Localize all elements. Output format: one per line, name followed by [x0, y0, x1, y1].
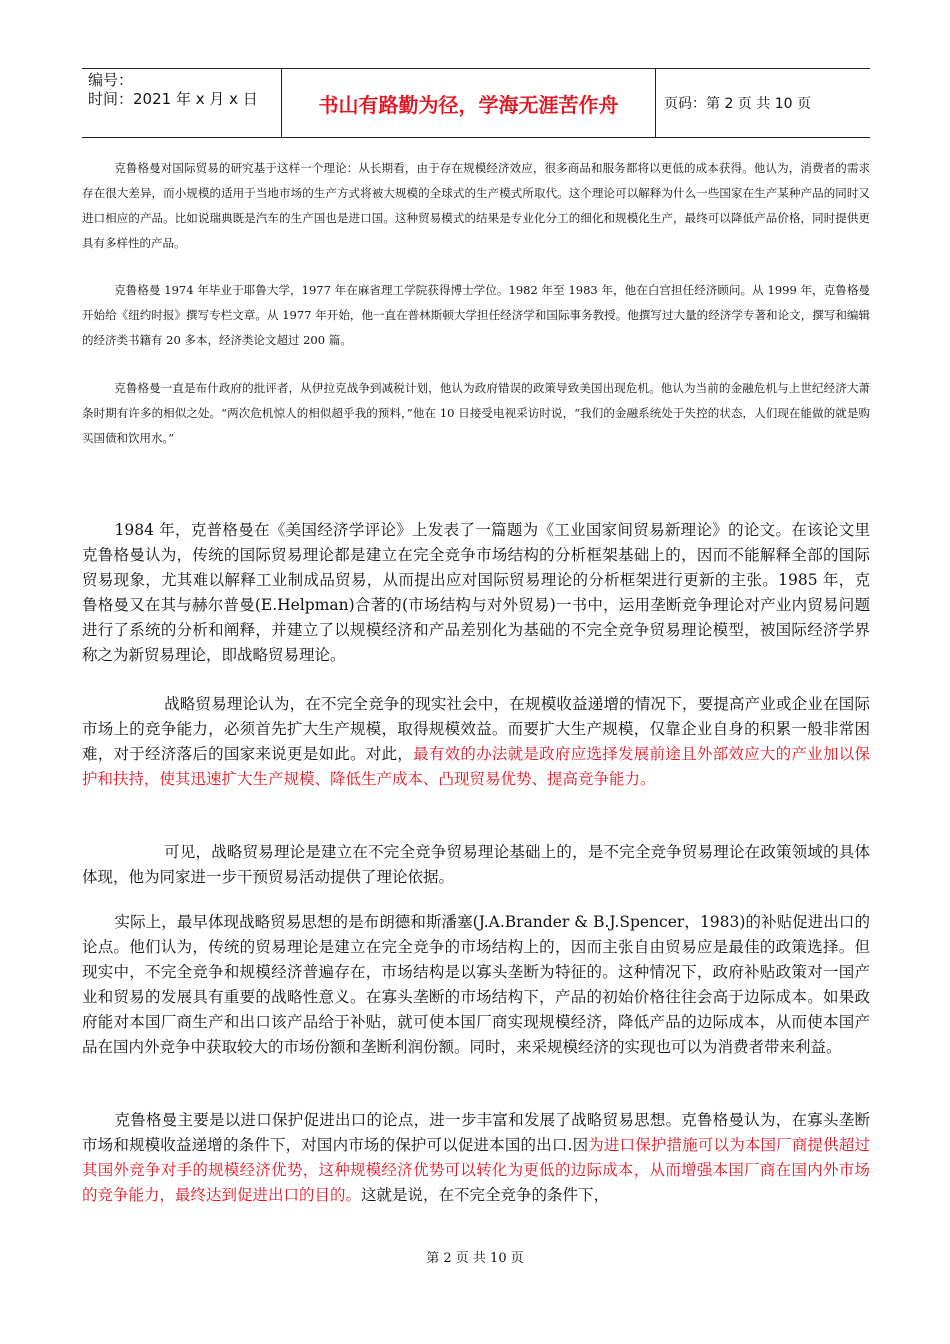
page-header [82, 68, 870, 138]
body-paragraph-3 [82, 840, 870, 890]
paragraph-text: 可见，战略贸易理论是建立在不完全竞争贸易理论基础上的，是不完全竞争贸易理论在政策领域的具体体现，他为同家进一步干预贸易活动提供了理论依据。 [82, 843, 870, 886]
small-text-block [82, 376, 870, 451]
header-motto: 书山有路勤为径，学海无涯苦作舟 [282, 69, 656, 137]
small-paragraph: 克鲁格曼 1974 年毕业于耶鲁大学，1977 年在麻省理工学院获得博士学位。1982 年至 1983 年，他在白宫担任经济顾问。从 1999 年，克鲁格曼开始给《纽约时报》撰写专栏文章。从 1977 年开始，他一直在普林斯顿大学担任经济学和国际事务教授。他撰写过大量的经济学专著和论文，撰写和编辑的经济类书籍有 20 多本，经济类论文超过 200 篇。 [82, 283, 870, 347]
paragraph-text [82, 692, 870, 792]
highlighted-text: 最有效的办法就是政府应选择发展前途且外部效应大的产业加以保护和扶持，使其迅速扩大生产规模、降低生产成本、凸现贸易优势、提高竞争能力。 [82, 745, 870, 788]
small-paragraph: 克鲁格曼对国际贸易的研究基于这样一个理论：从长期看，由于存在规模经济效应，很多商品和服务都将以更低的成本获得。他认为，消费者的需求存在很大差异，而小规模的适用于当地市场的生产方式将被大规模的全球式的生产模式所取代。这个理论可以解释为什么一些国家在生产某种产品的同时又进口相应的产品。比如说瑞典既是汽车的生产国也是进口国。这种贸易模式的结果是专业化分工的细化和规模化生产，最终可以降低产品价格，同时提供更具有多样性的产品。 [82, 161, 870, 250]
small-text-block [82, 156, 870, 256]
doc-date: 时间：2021 年 x 月 x 日 [88, 90, 258, 108]
doc-number-label: 编号： [88, 71, 134, 89]
body-paragraph-5 [82, 1108, 870, 1208]
paragraph-text: 1984 年，克普格曼在《美国经济学评论》上发表了一篇题为《工业国家间贸易新理论》的论文。在该论文里克鲁格曼认为，传统的国际贸易理论都是建立在完全竞争市场结构的分析框架基础上的，因而不能解释全部的国际贸易现象，尤其难以解释工业制成品贸易，从而提出应对国际贸易理论的分析框架进行更新的主张。1985 年，克鲁格曼又在其与赫尔普曼(E.Helpman)合著的(市场结构与对外贸易)一书中，运用垄断竞争理论对产业内贸易问题进行了系统的分析和阐释，并建立了以规模经济和产品差别化为基础的不完全竞争贸易理论模型，被国际经济学界称之为新贸易理论，即战略贸易理论。 [82, 521, 870, 664]
paragraph-text: 实际上，最早体现战略贸易思想的是布朗德和斯潘塞(J.A.Brander & B.J.Spencer，1983)的补贴促进出口的论点。他们认为，传统的贸易理论是建立在完全竞争的市场结构上的，因而主张自由贸易应是最佳的政策选择。但现实中，不完全竞争和规模经济普遍存在，市场结构是以寡头垄断为特征的。这种情况下，政府补贴政策对一国产业和贸易的发展具有重要的战略性意义。在寡头垄断的市场结构下，产品的初始价格往往会高于边际成本。如果政府能对本国厂商生产和出口该产品给于补贴，就可使本国厂商实现规模经济，降低产品的边际成本，从而使本国产品在国内外竞争中获取较大的市场份额和垄断利润份额。同时，来采规模经济的实现也可以为消费者带来利益。 [82, 913, 870, 1056]
page-footer: 第 2 页 共 10 页 [426, 1251, 524, 1266]
body-paragraph-1 [82, 518, 870, 668]
paragraph-text [82, 1108, 870, 1208]
paragraph-normal-text: 这就是说，在不完全竞争的条件下， [361, 1186, 610, 1204]
body-paragraph-2 [82, 692, 870, 792]
small-text-block [82, 278, 870, 353]
header-meta [82, 69, 282, 137]
small-paragraph: 克鲁格曼一直是布什政府的批评者，从伊拉克战争到减税计划，他认为政府错误的政策导致美国出现危机。他认为当前的金融危机与上世纪经济大萧条时期有许多的相似之处。“两次危机惊人的相似超乎我的预料，”他在 10 日接受电视采访时说，“我们的金融系统处于失控的状态，人们现在能做的就是购买国债和饮用水。” [82, 381, 870, 445]
paragraph-normal-text: 战略贸易理论认为，在不完全竞争的现实社会中，在规模收益递增的情况下，要提高产业或企业在国际市场上的竞争能力，必须首先扩大生产规模，取得规模效益。而要扩大生产规模，仅靠企业自身的积累一般非常困难，对于经济落后的国家来说更是如此。对此， [82, 695, 870, 763]
header-page-info: 页码：第 2 页 共 10 页 [664, 96, 811, 112]
paragraph-normal-text: 克鲁格曼主要是以进口保护促进出口的论点，进一步丰富和发展了战略贸易思想。克鲁格曼认为，在寡头垄断市场和规模收益递增的条件下，对国内市场的保护可以促进本国的出口.因 [82, 1111, 870, 1154]
highlighted-text: 为进口保护措施可以为本国厂商提供超过其国外竞争对手的规模经济优势，这种规模经济优势可以转化为更低的边际成本，从而增强本国厂商在国内外市场的竞争能力，最终达到促进出口的目的。 [82, 1136, 870, 1204]
body-paragraph-4 [82, 910, 870, 1060]
